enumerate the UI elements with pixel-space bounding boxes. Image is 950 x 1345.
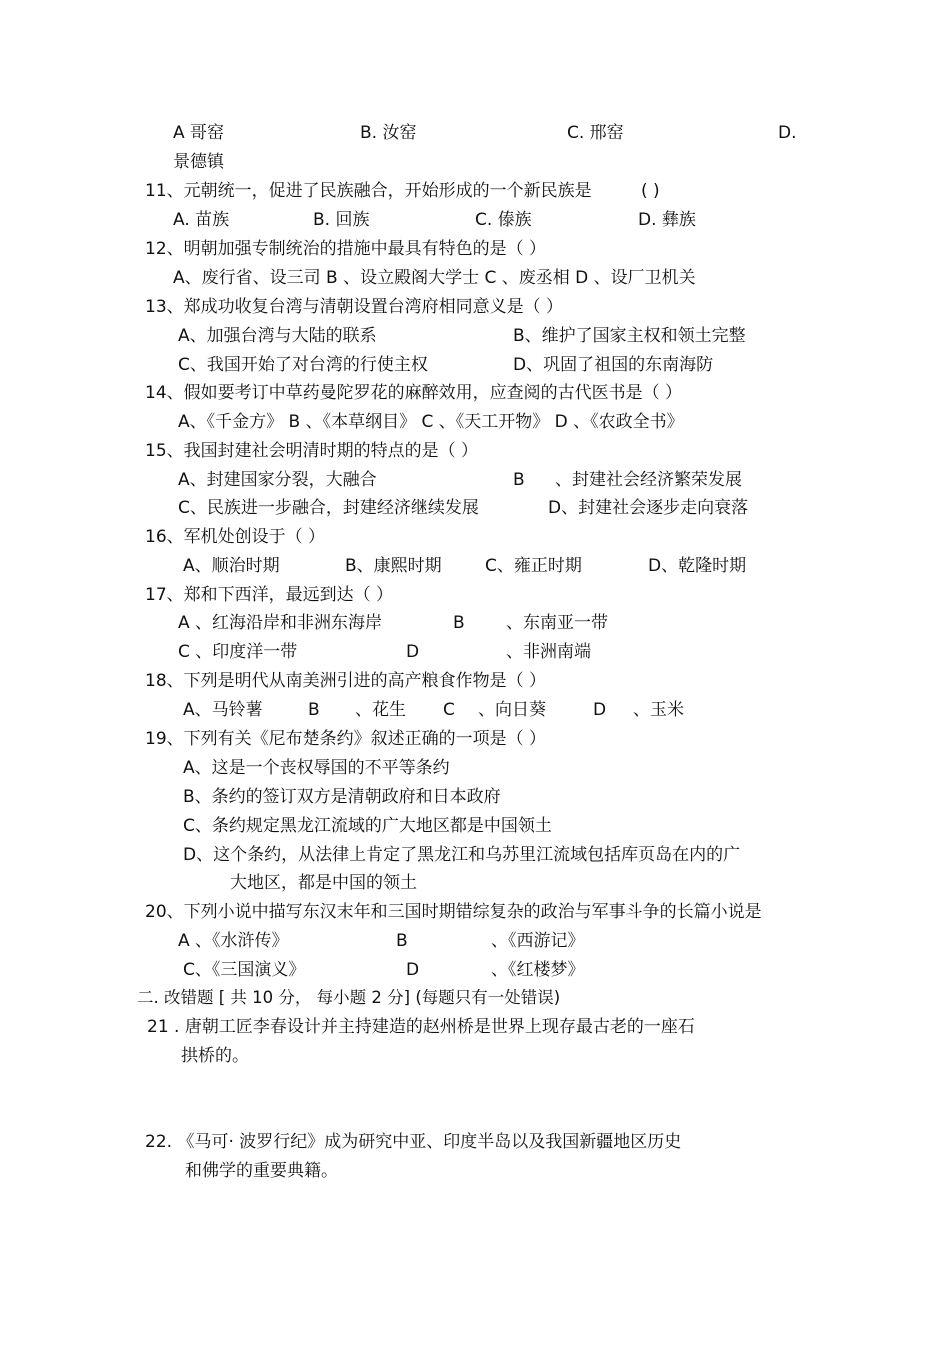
q17-stem: 17、郑和下西洋，最远到达（ ） [145, 585, 394, 605]
q17-option-d: 、非洲南端 [506, 642, 591, 662]
q17-option-c: C 、印度洋一带 [178, 642, 298, 662]
q19-option-d-continued: 大地区，都是中国的领土 [230, 873, 417, 893]
q10-option-d-continued: 景德镇 [173, 152, 224, 172]
q18-option-d: 、玉米 [633, 700, 684, 720]
q11-option-b: B. 回族 [313, 210, 370, 230]
q13-option-b: B、维护了国家主权和领土完整 [513, 326, 746, 346]
q10-option-c: C. 邢窑 [567, 123, 624, 143]
q19-stem: 19、下列有关《尼布楚条约》叙述正确的一项是（ ） [145, 729, 547, 749]
q13-stem: 13、郑成功收复台湾与清朝设置台湾府相同意义是（ ） [145, 297, 564, 317]
q14-options: A、《千金方》 B 、《本草纲目》 C 、《天工开物》 D 、《农政全书》 [178, 412, 684, 432]
section-2-heading: 二. 改错题 [ 共 10 分， 每小题 2 分] (每题只有一处错误) [137, 988, 561, 1007]
q20-stem: 20、下列小说中描写东汉末年和三国时期错综复杂的政治与军事斗争的长篇小说是 [145, 902, 762, 922]
q15-option-b: 、封建社会经济繁荣发展 [555, 470, 742, 490]
q12-stem: 12、明朝加强专制统治的措施中最具有特色的是（ ） [145, 239, 547, 259]
q13-option-c: C、我国开始了对台湾的行使主权 [178, 355, 428, 375]
q11-answer-paren: ( ) [641, 181, 660, 201]
q16-stem: 16、军机处创设于（ ） [145, 527, 326, 547]
q11-option-a: A. 苗族 [173, 210, 230, 230]
q19-option-b: B、条约的签订双方是清朝政府和日本政府 [183, 787, 501, 807]
q18-option-b-letter: B [308, 700, 320, 720]
q16-option-b: B、康熙时期 [345, 556, 442, 576]
q16-option-c: C、雍正时期 [485, 556, 582, 576]
q10-option-b: B. 汝窑 [360, 123, 417, 143]
q11-option-c: C. 傣族 [475, 210, 532, 230]
q22-line-2: 和佛学的重要典籍。 [185, 1161, 338, 1181]
q12-options: A、废行省、设三司 B 、设立殿阁大学士 C 、废丞相 D 、设厂卫机关 [173, 268, 696, 288]
q18-option-a: A、马铃薯 [183, 700, 263, 720]
q11-stem: 11、元朝统一，促进了民族融合，开始形成的一个新民族是 [145, 181, 592, 201]
q15-option-a: A、封建国家分裂，大融合 [178, 470, 377, 490]
q18-option-d-letter: D [593, 700, 607, 720]
q17-option-d-letter: D [406, 642, 420, 662]
q19-option-a: A、这是一个丧权辱国的不平等条约 [183, 758, 450, 778]
q19-option-d: D、这个条约，从法律上肯定了黑龙江和乌苏里江流域包括库页岛在内的广 [183, 845, 741, 865]
q20-option-b-letter: B [396, 931, 408, 951]
q14-stem: 14、假如要考订中草药曼陀罗花的麻醉效用，应查阅的古代医书是（ ） [145, 383, 683, 403]
q17-option-b: 、东南亚一带 [506, 613, 608, 633]
q20-option-b: 、《西游记》 [491, 931, 585, 951]
q18-option-c-letter: C [443, 700, 455, 720]
q20-option-d-letter: D [406, 960, 420, 980]
q11-option-d: D. 彝族 [638, 210, 696, 230]
q15-option-b-letter: B [513, 470, 525, 490]
q18-stem: 18、下列是明代从南美洲引进的高产粮食作物是（ ） [145, 671, 547, 691]
q20-option-d: 、《红楼梦》 [491, 960, 585, 980]
q15-option-d: D、封建社会逐步走向衰落 [548, 498, 749, 518]
q20-option-a: A 、《水浒传》 [178, 931, 289, 951]
q13-option-d: D、巩固了祖国的东南海防 [513, 355, 714, 375]
q21-line-1: 21 . 唐朝工匠李春设计并主持建造的赵州桥是世界上现存最古老的一座石 [147, 1017, 695, 1037]
q13-option-a: A、加强台湾与大陆的联系 [178, 326, 377, 346]
q10-option-d: D. [778, 123, 797, 143]
q15-stem: 15、我国封建社会明清时期的特点的是（ ） [145, 441, 479, 461]
q20-option-c: C、《三国演义》 [183, 960, 306, 980]
q10-option-a: A 哥窑 [173, 123, 225, 143]
q22-line-1: 22. 《马可· 波罗行纪》成为研究中亚、印度半岛以及我国新疆地区历史 [145, 1132, 682, 1152]
q16-option-a: A、顺治时期 [183, 556, 280, 576]
q17-option-a: A 、红海沿岸和非洲东海岸 [178, 613, 383, 633]
q17-option-b-letter: B [453, 613, 465, 633]
q16-option-d: D、乾隆时期 [648, 556, 747, 576]
q18-option-b: 、花生 [355, 700, 406, 720]
q15-option-c: C、民族进一步融合，封建经济继续发展 [178, 498, 479, 518]
q18-option-c: 、向日葵 [478, 700, 546, 720]
q19-option-c: C、条约规定黑龙江流域的广大地区都是中国领土 [183, 816, 552, 836]
q21-line-2: 拱桥的。 [181, 1046, 249, 1066]
